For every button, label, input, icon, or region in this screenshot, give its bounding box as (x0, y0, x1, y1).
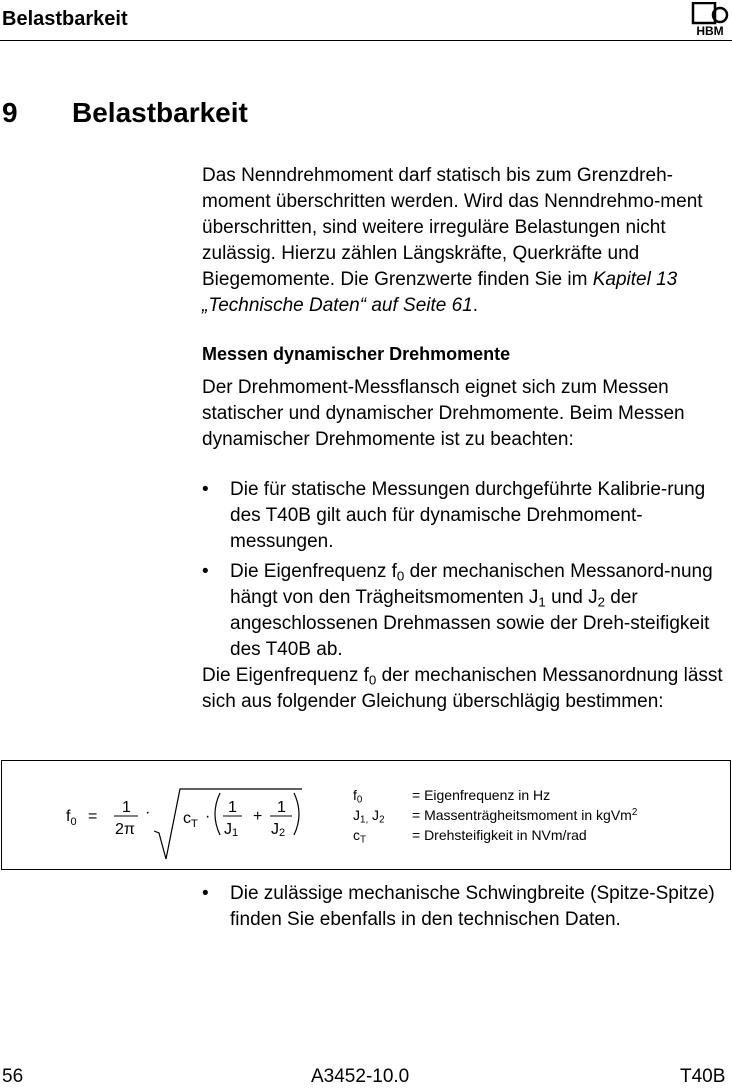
section-heading: Messen dynamischer Drehmomente (202, 344, 511, 364)
formula-numerator: 1 (122, 799, 131, 816)
bullet-oscillation: Die zulässige mechanische Schwingbreite (Spitze-Spitze) finden Sie ebenfalls in den technischen Daten. (230, 883, 715, 930)
bullet-eigenfrequency: Die Eigenfrequenz $f_0$ der mechanischen Messanord-nung hängt von den Trägheitsmomenten $J_1$ und $J_2$ der angeschlossenen Drehmassen sowie der Dreh-steifigkeit des T40B ab. (230, 561, 713, 660)
bullet-symbol: • (202, 883, 209, 904)
section-paragraph: Der Drehmoment-Messflansch eignet sich zum Messen statischer und dynamischer Drehmomente. Beim Messen dynamischer Drehmomente ist zu beachten: (202, 377, 685, 450)
right-paren (294, 793, 299, 835)
chapter-reference-link[interactable]: Kapitel 13 „Technische Daten“ auf Seite 61 (202, 269, 678, 316)
hbm-logo (690, 2, 730, 36)
eigenfrequency-paragraph: Die Eigenfrequenz $f_0$ der mechanischen Messanordnung lässt sich aus folgender Gleichung überschlägig bestimmen: (202, 665, 723, 712)
eigenfrequency-formula (2, 761, 342, 869)
footer-doc-number: A3452-10.0 (311, 1066, 410, 1087)
footer-product: T40B (680, 1066, 726, 1087)
legend-f0-symbol: $f_0$ (353, 787, 363, 806)
footer-page-number: 56 (2, 1066, 24, 1087)
legend-j-desc: = Massenträgheitsmoment in kgVm$^2$ (412, 807, 638, 823)
intro-end: . (472, 295, 479, 316)
formula-denominator: 2π (115, 821, 135, 838)
formula-lhs: $f_0$ (66, 808, 77, 828)
formula-plus: + (253, 808, 263, 825)
intro-text: Das Nenndrehmoment darf statisch bis zum Grenzdreh-moment überschritten werden. Wird das Nenndrehmo-ment überschritten, sind weitere irreguläre Belastungen nicht zulässig. Hierzu zählen Längskräfte, Querkräfte und Biegemomente. Die Grenzwerte finden Sie im (202, 165, 703, 290)
logo-text: HBM (696, 24, 724, 36)
running-header-title: Belastbarkeit (2, 8, 128, 30)
formula-box (1, 760, 731, 870)
legend-ct-symbol: $c_T$ (353, 827, 366, 846)
header-rule (0, 40, 732, 41)
frac1-den: J1 (224, 821, 239, 839)
chapter-title: Belastbarkeit (72, 97, 248, 128)
formula-equals: = (88, 808, 98, 825)
bullet-symbol: • (202, 479, 209, 500)
frac1-num: 1 (228, 799, 237, 816)
formula-dot-2: · (205, 808, 211, 825)
chapter-number: 9 (2, 97, 18, 128)
formula-ct: $c_T$ (183, 810, 198, 830)
bullet-symbol: • (202, 561, 209, 582)
left-paren (215, 793, 220, 835)
legend-j-symbol: $J_{1,}$ $J_2$ (353, 807, 385, 826)
bullet-calibration: Die für statische Messungen durchgeführte Kalibrie-rung des T40B gilt auch für dynamische Drehmoment-messungen. (230, 479, 706, 552)
frac2-den: J2 (271, 821, 286, 839)
legend-ct-desc: = Drehsteifigkeit in NVm/rad (412, 827, 587, 843)
legend-f0-desc: = Eigenfrequenz in Hz (412, 787, 551, 803)
formula-dot: · (145, 804, 151, 821)
frac2-num: 1 (277, 799, 286, 816)
intro-paragraph (202, 163, 732, 319)
